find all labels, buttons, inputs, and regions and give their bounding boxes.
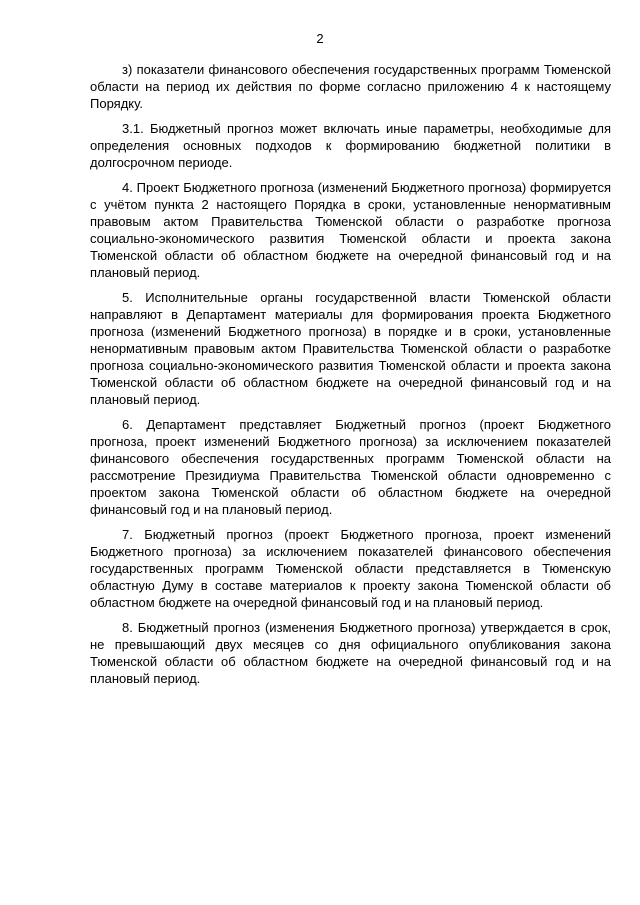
document-body [90,61,611,695]
page-number: 2 [316,31,324,46]
paragraph-8: 8. Бюджетный прогноз (изменения Бюджетного прогноза) утверждается в срок, не превышающий двух месяцев со дня официального опубликования закона Тюменской области об областном бюджете на очередной финансовый год и на плановый период. [90,620,611,686]
paragraph-3-1: 3.1. Бюджетный прогноз может включать иные параметры, необходимые для определения основных подходов к формированию бюджетной политики в долгосрочном периоде. [90,121,611,170]
paragraph-7: 7. Бюджетный прогноз (проект Бюджетного прогноза, проект изменений Бюджетного прогноза) за исключением показателей финансового обеспечения государственных программ Тюменской области представляется в Тюменскую областную Думу в составе материалов к проекту закона Тюменской области об областном бюджете на очередной финансовый год и на плановый период. [90,527,611,610]
paragraph-5: 5. Исполнительные органы государственной власти Тюменской области направляют в Департамент материалы для формирования проекта Бюджетного прогноза (изменений Бюджетного прогноза) в порядке и в сроки, установленные ненормативным правовым актом Правительства Тюменской области о разработке прогноза социально-экономического развития Тюменской области и проекта закона Тюменской области об областном бюджете на очередной финансовый год и на плановый период. [90,290,611,407]
paragraph-4: 4. Проект Бюджетного прогноза (изменений Бюджетного прогноза) формируется с учётом пункта 2 настоящего Порядка в сроки, установленные ненормативным правовым актом Правительства Тюменской области о разработке прогноза социально-экономического развития Тюменской области и проекта закона Тюменской области об областном бюджете на очередной финансовый год и на плановый период. [90,180,611,280]
paragraph-6: 6. Департамент представляет Бюджетный прогноз (проект Бюджетного прогноза, проект изменений Бюджетного прогноза) за исключением показателей финансового обеспечения государственных программ Тюменской области на рассмотрение Президиума Правительства Тюменской области одновременно с проектом закона Тюменской области об областном бюджете на очередной финансовый год и на плановый период. [90,417,611,517]
paragraph-item-z: з) показатели финансового обеспечения государственных программ Тюменской области на период их действия по форме согласно приложению 4 к настоящему Порядку. [90,62,611,111]
